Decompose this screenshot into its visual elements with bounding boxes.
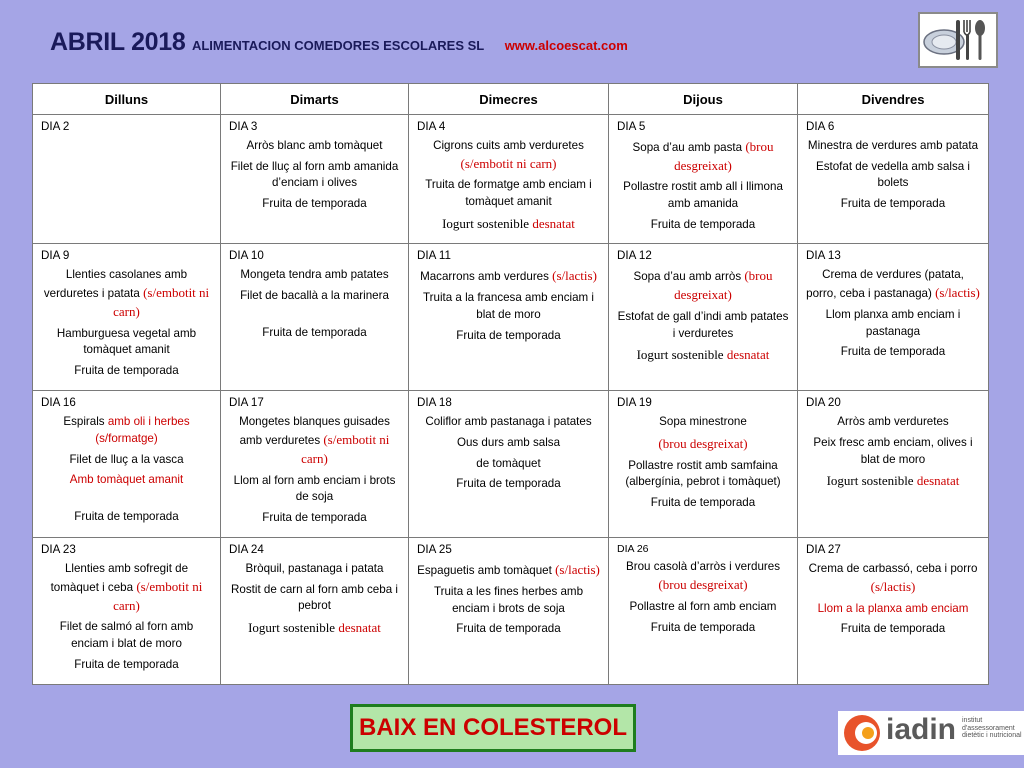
menu-item-text: Rostit de carn al forn amb ceba i pebrot	[231, 582, 398, 613]
menu-item-text: Filet de salmó al forn amb enciam i blat de moro	[59, 620, 194, 651]
menu-item	[229, 561, 400, 578]
day-label: DIA 25	[417, 543, 452, 557]
menu-item-text: Truita a les fines herbes amb enciam i brots de soja	[433, 584, 584, 615]
menu-item-text: Peix fresc amb enciam, olives i blat de moro	[813, 435, 973, 466]
menu-item-text: Sopa d’au amb arròs	[633, 270, 745, 284]
menu-item-text: Minestra de verdures amb patata	[807, 138, 979, 152]
day-cell	[221, 538, 409, 685]
table-header-row	[33, 84, 989, 115]
day-label: DIA 24	[229, 543, 264, 557]
menu-item-text: desnatat	[726, 347, 770, 363]
menu-item	[417, 621, 600, 638]
menu-item-text: Iogurt sostenible	[248, 620, 339, 636]
day-cell	[33, 391, 221, 538]
menu-item-text: Llom a la planxa amb enciam	[817, 601, 969, 615]
menu-item-text: desnatat	[532, 216, 575, 232]
day-cell	[798, 538, 989, 685]
day-label: DIA 18	[417, 396, 452, 410]
menu-item	[417, 267, 600, 286]
menu-item-text: Pollastre al forn amb enciam	[629, 599, 777, 613]
menu-item	[417, 215, 600, 234]
menu-item-text: Macarrons amb verdures	[420, 270, 553, 284]
menu-item-text: Fruita de temporada	[262, 325, 367, 339]
menu-item	[806, 159, 980, 193]
menu-item-text: Fruita de temporada	[456, 328, 561, 342]
column-header: Dimarts	[221, 84, 409, 115]
menu-item-text: Coliflor amb pastanaga i patates	[425, 415, 592, 429]
menu-item	[229, 414, 400, 468]
day-cell	[409, 538, 609, 685]
menu-item-text: (s/embotit ni carn)	[113, 284, 210, 319]
menu-item	[229, 325, 400, 342]
menu-item-text: Estofat de vedella amb salsa i bolets	[815, 159, 971, 190]
low-cholesterol-badge: BAIX EN COLESTEROL	[350, 704, 636, 752]
menu-item-text: Sopa minestrone	[659, 415, 747, 429]
menu-item	[617, 346, 789, 365]
menu-item	[806, 138, 980, 155]
menu-item-text: Mongeta tendra amb patates	[240, 268, 389, 282]
day-label: DIA 26	[617, 543, 649, 556]
menu-item-text: Iogurt sostenible	[826, 473, 917, 489]
day-cell	[33, 115, 221, 244]
menu-item-text: Mongetes blanques guisades amb verduretes	[239, 415, 390, 447]
menu-item-text: amb oli i herbes (s/formatge)	[95, 415, 190, 445]
menu-item-text: de tomàquet	[476, 456, 541, 470]
menu-item	[41, 657, 212, 674]
menu-item-text: Fruita de temporada	[650, 218, 756, 232]
menu-item	[229, 510, 400, 527]
day-cell	[609, 391, 798, 538]
menu-item-text: (s/embotit ni carn)	[113, 578, 203, 613]
menu-item	[229, 267, 400, 284]
menu-item-text: Fruita de temporada	[650, 620, 756, 634]
menu-item-text: Llenties casolanes amb verduretes i patata	[43, 268, 188, 300]
week-row	[33, 115, 989, 244]
menu-item-text: Truita de formatge amb enciam i tomàquet amanit	[425, 178, 592, 209]
menu-item	[417, 584, 600, 618]
day-label: DIA 6	[806, 120, 835, 133]
menu-item	[806, 307, 980, 341]
menu-item	[417, 328, 600, 345]
menu-item-text: (brou desgreixat)	[674, 138, 774, 173]
menu-item	[417, 456, 600, 473]
menu-item	[41, 267, 212, 321]
menu-item-text: Hamburguesa vegetal amb tomàquet amanit	[56, 326, 197, 357]
day-label: DIA 20	[806, 396, 841, 410]
column-header: Dilluns	[33, 84, 221, 115]
menu-item-text: Fruita de temporada	[262, 511, 367, 525]
brand-name: iadin	[886, 713, 957, 746]
day-cell	[409, 115, 609, 244]
menu-item	[617, 414, 789, 431]
menu-item-text: Brou casolà d’arròs i verdures	[625, 560, 780, 574]
day-cell	[33, 244, 221, 391]
day-cell	[33, 538, 221, 685]
menu-item-text: Fruita de temporada	[840, 622, 946, 636]
column-header: Dijous	[609, 84, 798, 115]
day-cell	[798, 391, 989, 538]
menu-item-text: Filet de bacallà a la marinera	[240, 288, 389, 302]
menu-item-text: Fruita de temporada	[840, 197, 946, 211]
menu-item-text: Iogurt sostenible	[636, 347, 727, 363]
day-cell	[221, 244, 409, 391]
menu-item-text: Filet de lluç a la vasca	[69, 452, 184, 466]
day-label: DIA 17	[229, 396, 264, 410]
iadin-logo-icon	[842, 713, 882, 753]
menu-item	[806, 621, 980, 638]
day-label: DIA 27	[806, 543, 841, 557]
page-title: ABRIL 2018	[50, 28, 186, 56]
column-header: Dimecres	[409, 84, 609, 115]
menu-item-text: (s/lactis)	[935, 284, 980, 300]
menu-item-text: Fruita de temporada	[262, 197, 367, 211]
menu-item	[806, 267, 980, 303]
day-label: DIA 19	[617, 396, 652, 410]
day-cell	[798, 244, 989, 391]
menu-item	[229, 159, 400, 193]
day-label: DIA 3	[229, 120, 258, 133]
menu-item	[617, 435, 789, 454]
brand-description: institut d'assessorament dietètic i nutricional	[962, 717, 1022, 740]
day-cell	[409, 244, 609, 391]
menu-item	[806, 435, 980, 469]
menu-item-text: (s/lactis)	[555, 561, 600, 577]
menu-item	[41, 619, 212, 653]
day-cell	[609, 115, 798, 244]
menu-item-text: Fruita de temporada	[74, 510, 179, 524]
day-cell	[221, 115, 409, 244]
menu-item-text: Cigrons cuits amb verduretes	[433, 138, 584, 152]
menu-item	[229, 138, 400, 155]
menu-item	[617, 267, 789, 305]
menu-item-text: Fruita de temporada	[456, 477, 561, 491]
menu-item	[41, 414, 212, 448]
page-header	[50, 28, 910, 60]
menu-item	[617, 138, 789, 176]
menu-item	[41, 363, 212, 380]
week-row	[33, 538, 989, 685]
column-header: Divendres	[798, 84, 989, 115]
day-label: DIA 11	[417, 249, 451, 263]
menu-item-text: Llom al forn amb enciam i brots de soja	[233, 473, 396, 504]
menu-item	[229, 619, 400, 638]
menu-item	[417, 435, 600, 452]
menu-item	[617, 217, 789, 234]
menu-item	[229, 288, 400, 305]
menu-item-text: Espirals	[63, 415, 108, 429]
menu-item	[229, 473, 400, 507]
day-cell	[798, 115, 989, 244]
page-subtitle: ALIMENTACION COMEDORES ESCOLARES SL	[191, 38, 485, 53]
menu-item	[417, 290, 600, 324]
menu-item	[229, 582, 400, 616]
day-cell	[221, 391, 409, 538]
menu-item	[806, 344, 980, 361]
day-label: DIA 23	[41, 543, 76, 557]
menu-item	[617, 495, 789, 512]
menu-item-text: Amb tomàquet amanit	[69, 473, 184, 487]
menu-item-text: Ous durs amb salsa	[456, 435, 561, 449]
day-label: DIA 10	[229, 249, 264, 263]
menu-table	[32, 83, 989, 685]
menu-item-text: Pollastre rostit amb samfaina (albergínia, pebrot i tomàquet)	[625, 458, 781, 489]
menu-item-text: Crema de carbassó, ceba i porro	[808, 561, 978, 575]
menu-item-text: Truita a la francesa amb enciam i blat de moro	[423, 290, 594, 321]
menu-item	[617, 599, 789, 616]
menu-item-text: (brou desgreixat)	[658, 435, 748, 451]
menu-item	[617, 559, 789, 595]
menu-item-text: desnatat	[338, 620, 381, 636]
day-cell	[409, 391, 609, 538]
menu-item	[806, 196, 980, 213]
day-label: DIA 5	[617, 120, 646, 133]
menu-item	[617, 620, 789, 637]
menu-item-text: Crema de verdures (patata, porro, ceba i pastanaga)	[806, 268, 964, 300]
menu-item-text: (s/lactis)	[870, 578, 916, 594]
menu-item-text: (s/embotit ni carn)	[460, 155, 557, 171]
day-cell	[609, 244, 798, 391]
day-label: DIA 9	[41, 249, 70, 263]
menu-item	[417, 177, 600, 211]
menu-item	[417, 476, 600, 493]
menu-item	[41, 326, 212, 360]
menu-item	[806, 601, 980, 618]
menu-item	[806, 414, 980, 431]
menu-item-text: Filet de lluç al forn amb amanida d’enciam i olives	[230, 159, 399, 190]
day-label: DIA 4	[417, 120, 446, 133]
menu-item-text: Arròs blanc amb tomàquet	[246, 138, 383, 152]
menu-item-text: Iogurt sostenible	[442, 216, 533, 232]
menu-item-text: Llenties amb sofregit de tomàquet i ceba	[50, 561, 189, 594]
menu-item	[806, 561, 980, 597]
menu-item-text: (s/lactis)	[552, 268, 597, 284]
menu-item-text: Estofat de gall d’indi amb patates i verduretes	[617, 309, 789, 340]
menu-item	[417, 138, 600, 174]
menu-item	[806, 472, 980, 491]
menu-item-text: Pollastre rostit amb all i llimona amb amanida	[623, 180, 783, 211]
menu-item	[617, 179, 789, 213]
menu-item-text: Fruita de temporada	[840, 345, 946, 359]
menu-item-text: desnatat	[916, 473, 960, 489]
menu-item	[41, 561, 212, 615]
menu-item	[617, 309, 789, 343]
day-label: DIA 16	[41, 396, 76, 410]
menu-item-text: Espaguetis amb tomàquet	[417, 563, 556, 577]
menu-item	[41, 452, 212, 469]
menu-item	[229, 196, 400, 213]
menu-item-text: (brou desgreixat)	[658, 577, 748, 593]
day-label: DIA 2	[41, 120, 70, 133]
day-cell	[609, 538, 798, 685]
menu-item-text: Llom planxa amb enciam i pastanaga	[825, 307, 961, 338]
menu-item-text: Fruita de temporada	[456, 622, 561, 636]
menu-item	[41, 509, 212, 526]
menu-item	[417, 414, 600, 431]
menu-item-text: Fruita de temporada	[650, 496, 756, 510]
cutlery-plate-icon	[918, 12, 998, 68]
menu-item-text: (brou desgreixat)	[674, 268, 773, 302]
menu-item	[41, 472, 212, 489]
week-row	[33, 391, 989, 538]
website-link[interactable]: www.alcoescat.com	[504, 38, 628, 53]
day-label: DIA 12	[617, 249, 652, 263]
iadin-brand	[838, 711, 1024, 755]
menu-item-text: Fruita de temporada	[74, 364, 179, 378]
menu-item-text: Bròquil, pastanaga i patata	[245, 561, 384, 575]
week-row	[33, 244, 989, 391]
menu-item	[617, 458, 789, 492]
menu-item-text: Arròs amb verduretes	[837, 415, 949, 429]
menu-item-text: (s/embotit ni carn)	[301, 431, 390, 466]
day-label: DIA 13	[806, 249, 841, 263]
menu-item-text: Fruita de temporada	[74, 657, 179, 671]
menu-item-text: Sopa d’au amb pasta	[632, 140, 746, 154]
menu-item	[417, 561, 600, 580]
